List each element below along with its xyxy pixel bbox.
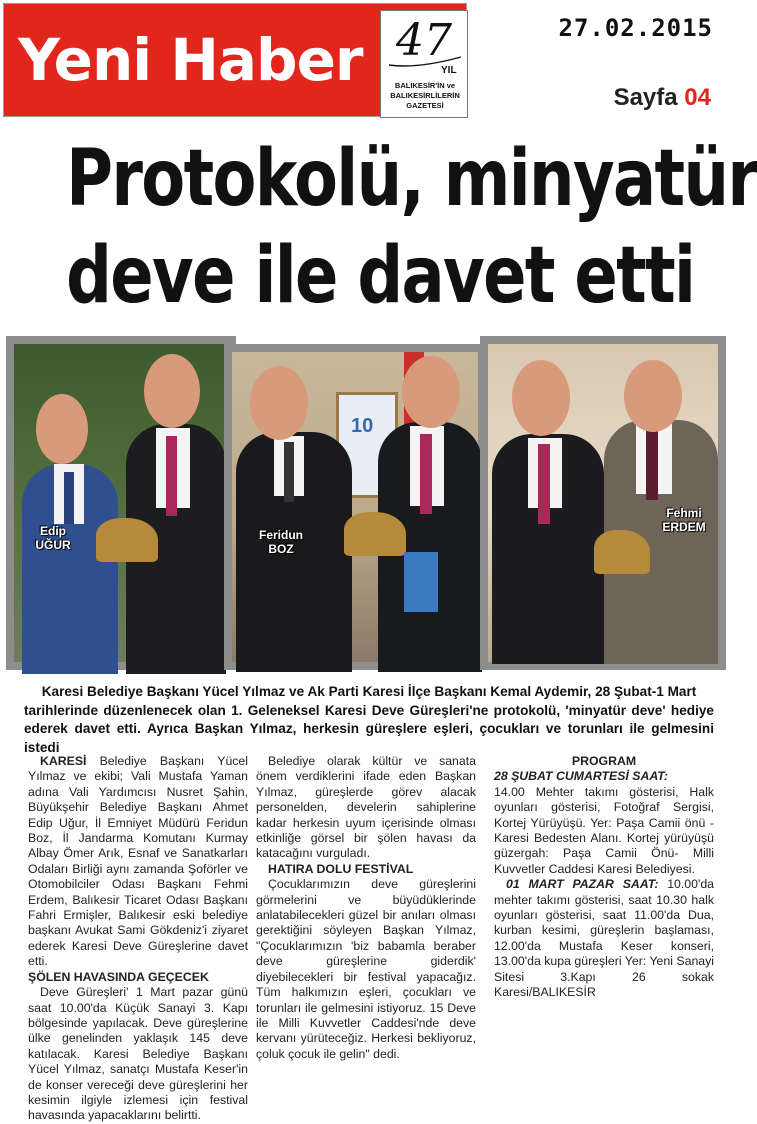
- headline-line2: deve ile davet etti: [66, 231, 695, 321]
- page-number: 04: [684, 84, 711, 111]
- paragraph-3: Belediye olarak kültür ve sanata önem verdiklerini ifade eden Başkan Yılmaz, güreşlerde görev alacak personelden, develerin sahiplerine kadar herkesin uyum içerisinde olması etkinliğe görsel bir şölen havası da katacağını vurguladı.: [256, 754, 476, 861]
- page-label: Sayfa: [613, 84, 678, 111]
- lead-rest: tarihlerinde düzenlenecek olan 1. Geleneksel Karesi Deve Güreşleri'ne protokolü, 'minyatür deve' hediye ederek davet etti. Ayrıca Başkan Yılmaz, herkesin güreşlere eşleri, çocukları ve torunları ile gelmesini istedi: [24, 702, 714, 755]
- subheading-1: ŞÖLEN HAVASINDA GEÇECEK: [28, 969, 209, 984]
- program-day2: 01 MART PAZAR SAAT: 10.00'da mehter takımı gösterisi, saat 10.30 halk oyunları gösterisi, saat 11.00'da Dua, kurban kesimi, güreşlerin başlaması, 12.00'da Mustafa Keser konseri, 13.00'da kupa güreşleri Yer: Yeni Sanayi Sitesi 3.Kapı 26 sokak Karesi/BALIKESİR: [494, 877, 714, 1000]
- photo-caption-3: Fehmi ERDEM: [662, 506, 706, 534]
- anniversary-badge: [380, 10, 468, 118]
- newspaper-logo: [3, 3, 467, 117]
- paragraph-2: Deve Güreşleri' 1 Mart pazar günü saat 10.00'da Küçük Sanayi 3. Kapı bölgesinde yapılacak. Deve güreşlerine ülke genelinden yaklaşık 145 deve katılacak. Karesi Belediye Başkanı Yücel Yılmaz, sanatçı Mustafa Keser'in de konser vereceği deve güreşlerini her kesimin ilgiyle izlemesi için festival havasında yapacaklarını belirtti.: [28, 985, 248, 1123]
- lead-line1: Karesi Belediye Başkanı Yücel Yılmaz ve Ak Parti Karesi İlçe Başkanı Kemal Aydemir, 28 Şubat-1 Mart: [41, 684, 697, 699]
- photo-caption-1: Edip UĞUR: [35, 524, 71, 552]
- badge-yil: YIL: [441, 65, 457, 76]
- paragraph-4: Çocuklarımızın deve güreşlerini görmelerini ve büyüdüklerinde anlatabilecekleri güzel bir anıları olması gerektiğini söyleyen Başkan Yılmaz, "Çocuklarımızın 'biz babamla beraber deve güreşlerine giderdik' diyebilecekleri bir festival yapacağız. Tüm halkımızın eşleri, çocukları ve torunları ile gelmesini istiyoruz. 15 Deve ile Milli Kuvvetler Caddesi'nde deve kervanı yürüteceğiz. Herkesi bekliyoruz, çoluk çocuk ile gelin" dedi.: [256, 877, 476, 1061]
- photo-caption-2: Feridun BOZ: [259, 528, 303, 556]
- page-indicator: [614, 84, 711, 112]
- program-day2-title: 01 MART PAZAR SAAT:: [506, 877, 659, 892]
- lead-paragraph: [24, 683, 714, 757]
- headline-line1: Protokolü, minyatür: [66, 134, 757, 224]
- paragraph-1: KARESİ Belediye Başkanı Yücel Yılmaz ve ekibi; Vali Mustafa Yaman adına Vali Yardımcısı Nusret Şahin, Büyükşehir Belediye Başkanı Ahmet Edip Uğur, İl Emniyet Müdürü Feridun Boz, İl Jandarma Komutanı Kurmay Albay Ömer Arık, Esnaf ve Sanatkarları Odaları Birliği aynı zamanda Şoförler ve Otomobilciler Odası Başkanı Fehmi Erdem, Balıkesir Ticaret Odası Başkanı Fahri Ermişler, Balıkesir eski belediye başkanı Avukat Sami Gökdeniz'i ziyaret ederek Karesi Deve Güreşlerine davet etti.: [28, 754, 248, 969]
- logo-text: Yeni Haber: [18, 26, 363, 94]
- photo-feridun-boz: [224, 344, 486, 670]
- photo-edip-ugur: [6, 336, 236, 670]
- photo-fehmi-erdem: [480, 336, 726, 670]
- issue-date: 27.02.2015: [558, 14, 713, 42]
- program-day1-text: 14.00 Mehter takımı gösterisi, Halk oyunları gösterisi, Fotoğraf Sergisi, Kortej Yürüyüşü. Yer: Paşa Camii önü - Karesi Bedesten Alanı. Kortej yürüyüşü güzergah: Paşa Camii Önü- Milli Kuvvetler Caddesi Karesi Belediyesi.: [494, 784, 714, 876]
- article-column-1: [28, 754, 248, 1123]
- jersey-number: 10: [351, 415, 374, 437]
- program-day1-title: 28 ŞUBAT CUMARTESİ SAAT:: [494, 769, 668, 784]
- badge-subtitle: BALIKESİR'İN ve BALIKESİRLİLERİN GAZETESİ: [390, 81, 460, 110]
- article-column-3: [494, 754, 714, 1001]
- paragraph-1-lead: KARESİ: [40, 754, 87, 768]
- article-column-2: [256, 754, 476, 1060]
- program-title: PROGRAM: [571, 754, 637, 768]
- subheading-2: HATIRA DOLU FESTİVAL: [268, 861, 414, 876]
- badge-number: 47: [396, 15, 452, 66]
